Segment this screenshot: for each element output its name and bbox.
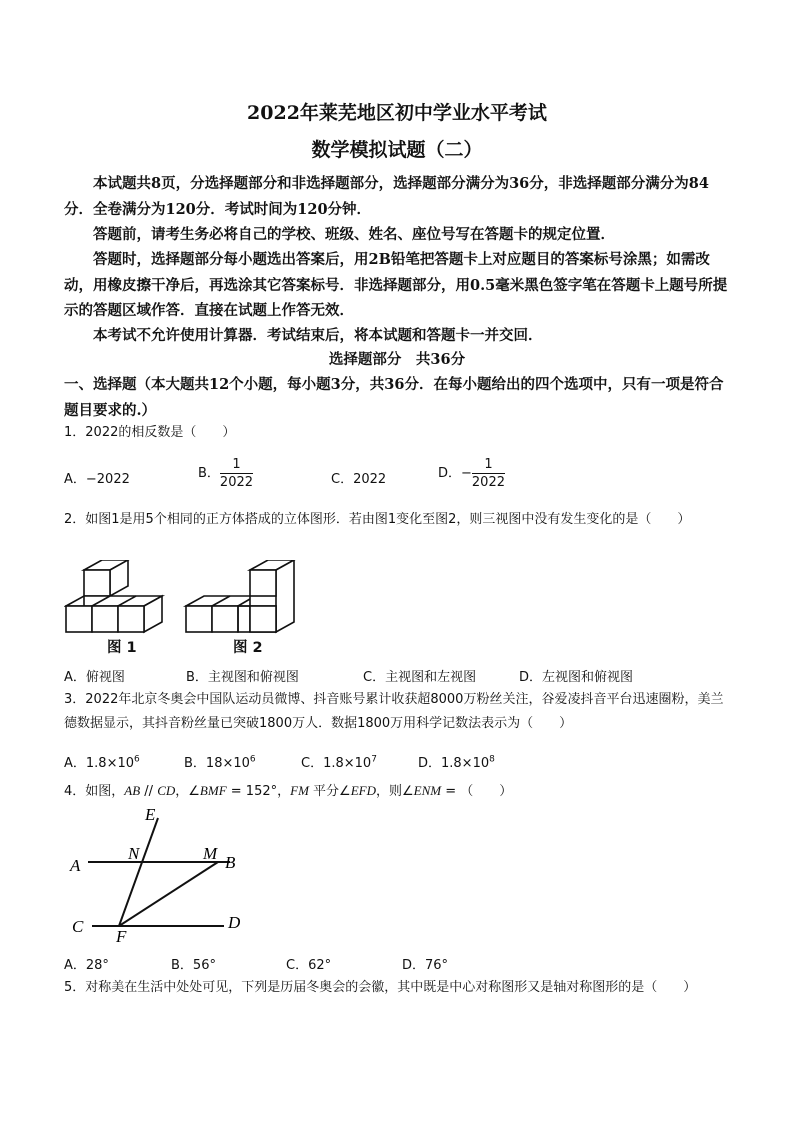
figure-2-label: 图 2 [233,640,263,656]
figure-1-cubes [66,560,162,632]
q1-b-numerator: 1 [220,456,253,474]
q4-stem-part: AB [124,783,141,798]
point-b-label: B [225,853,236,872]
q4-option-b: B．56° [171,958,216,973]
q4-stem-part: ，∠ [175,784,200,799]
q4-stem-part: ENM [413,783,442,798]
q1-d-numerator: 1 [472,456,505,474]
q2-option-b: B．主视图和俯视图 [186,670,299,685]
q3-a-exponent: 6 [134,754,140,765]
q2-option-a: A．俯视图 [64,670,125,685]
fig1-top-cube [84,570,110,596]
q3-d-exponent: 8 [489,754,495,765]
q4-stem-part: EFD [350,783,376,798]
q4-stem-part: 4．如图， [64,784,125,799]
q3-option-a [64,752,140,771]
instruction-4: 本考试不允许使用计算器．考试结束后，将本试题和答题卡一并交回． [93,327,543,344]
point-n-label: N [128,844,140,863]
q1-option-d-prefix: D．− [438,466,472,481]
point-m-label: M [203,844,218,863]
q4-stem-part: 平分∠ [308,784,351,799]
point-f-label: F [116,927,127,946]
q4-option-c: C．62° [286,958,332,973]
section-header: 选择题部分 共36分 [328,351,466,368]
q1-option-a: A．−2022 [64,472,130,487]
figure-2-cubes [186,560,294,632]
q3-b-exponent: 6 [249,754,256,765]
line-ef [119,818,158,926]
q3-d-base: D．1.8×10 [418,756,490,771]
line-fm [119,862,218,926]
point-a-label: A [70,856,81,875]
q1-option-c: C．2022 [331,472,387,487]
instruction-1: 本试题共8页，分选择题部分和非选择题部分，选择题部分满分为36分，非选择题部分满分为84分．全卷满分为120分．考试时间为120分钟． [64,175,709,218]
q4-stem-part: CD [157,783,176,798]
q3-b-base: B．18×10 [184,756,250,771]
point-d-label: D [228,913,241,932]
instruction-3: 答题时，选择题部分每小题选出答案后，用2B铅笔把答题卡上对应题目的答案标号涂黑；如需改动，用橡皮擦干净后，再选涂其它答案标号．非选择题部分，用0.5毫米黑色签字笔在答题卡上题号所提示的答题区域作答．直接在试题上作答无效． [64,251,728,319]
question-4-stem [64,779,734,804]
figure-1-label: 图 1 [107,640,137,656]
instruction-2: 答题前，请考生务必将自己的学校、班级、姓名、座位号写在答题卡的规定位置． [93,226,615,243]
q4-stem-part: // [140,784,158,799]
question-3-stem: 3．2022年北京冬奥会中国队运动员微博、抖音账号累计收获超8000万粉丝关注，谷爱凌抖音平台迅速圈粉，美兰德数据显示，其抖音粉丝量已突破1800万人．数据1800万用科学记数法表示为（ ） [64,692,724,731]
q4-stem-part: FM [290,783,309,798]
q3-option-b [184,752,256,771]
point-e-label: E [145,806,156,824]
q2-cube-figures [64,560,304,660]
q1-option-d-fraction [472,456,505,491]
q3-option-d [418,752,495,771]
q2-option-c: C．主视图和左视图 [363,670,477,685]
q1-b-denominator: 2022 [219,475,254,490]
question-2-stem: 2．如图1是用5个相同的正方体搭成的立体图形．若由图1变化至图2，则三视图中没有发生变化的是（ ） [64,512,691,527]
q4-stem-part: = （ ） [441,784,513,799]
question-1-stem: 1．2022的相反数是（ ） [64,425,236,440]
q4-stem-part: ，则∠ [375,784,414,799]
q3-option-c [301,752,377,771]
point-c-label: C [72,917,84,936]
q3-a-base: A．1.8×10 [64,756,135,771]
part-heading: 一、选择题（本大题共12个小题，每小题3分，共36分．在每小题给出的四个选项中，只有一项是符合题目要求的.） [64,376,724,419]
question-5-stem: 5．对称美在生活中处处可见，下列是历届冬奥会的会徽，其中既是中心对称图形又是轴对称图形的是（ ） [64,980,697,995]
q1-option-b [198,456,253,491]
q3-c-exponent: 7 [371,754,377,765]
q1-option-b-fraction [220,456,253,491]
q4-geometry-figure [64,806,264,946]
q2-option-d: D．左视图和俯视图 [519,670,634,685]
q4-option-d: D．76° [402,958,449,973]
q4-option-a: A．28° [64,958,109,973]
q1-option-b-prefix: B． [198,466,220,481]
q1-d-denominator: 2022 [471,475,505,490]
exam-subtitle: 数学模拟试题（二） [311,139,483,161]
q3-c-base: C．1.8×10 [301,756,372,771]
q4-stem-part: BMF [199,783,227,798]
exam-title: 2022年莱芜地区初中学业水平考试 [247,102,547,124]
q1-option-d [438,456,505,491]
q4-stem-part: = 152°， [226,784,291,799]
